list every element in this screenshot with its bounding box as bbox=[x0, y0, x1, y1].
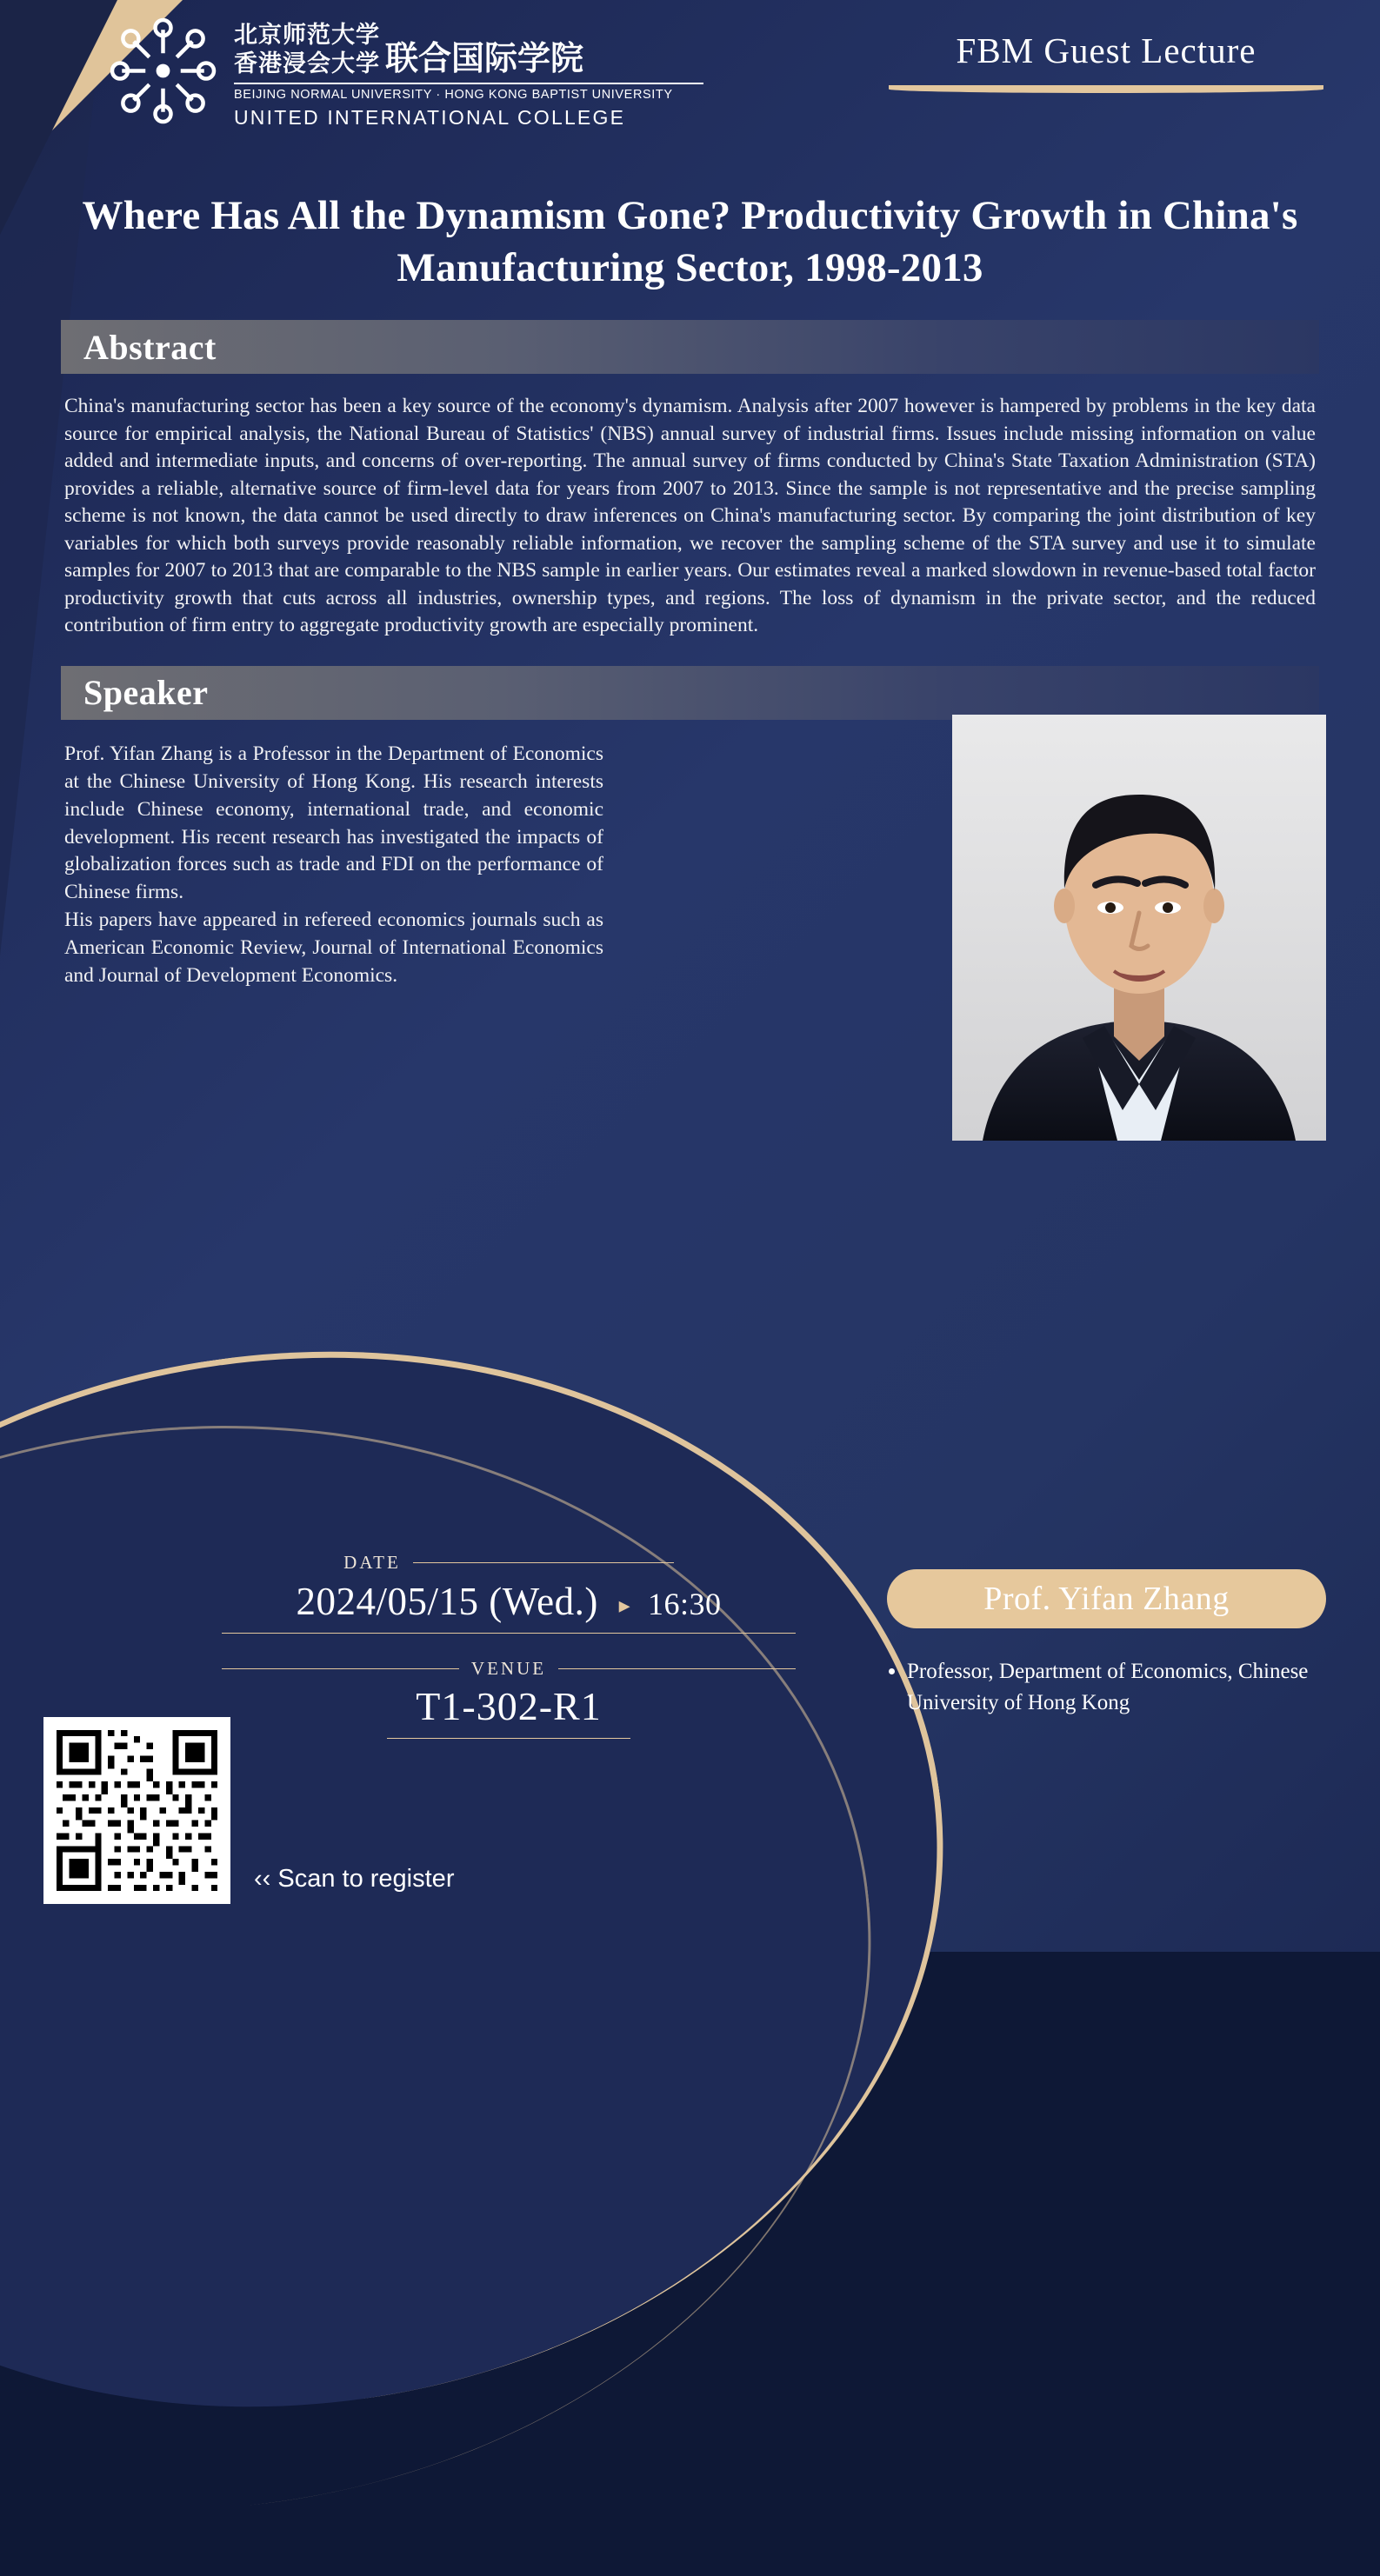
date-value: 2024/05/15 (Wed.) bbox=[296, 1580, 598, 1623]
date-underline bbox=[222, 1633, 796, 1634]
abstract-heading: Abstract bbox=[83, 327, 217, 367]
venue-label-row bbox=[222, 1658, 796, 1680]
venue-underline bbox=[387, 1738, 630, 1739]
speaker-portrait-image bbox=[952, 715, 1326, 1141]
speaker-bio bbox=[64, 741, 603, 991]
uic-logo-chinese-big: 联合国际学院 bbox=[385, 40, 584, 77]
guest-lecture-label: FBM Guest Lecture bbox=[956, 30, 1257, 70]
speaker-name-badge bbox=[887, 1569, 1326, 1628]
qr-code-image[interactable] bbox=[43, 1717, 230, 1904]
speaker-section-header bbox=[61, 666, 1319, 720]
date-label-rule bbox=[413, 1562, 674, 1563]
poster-content bbox=[0, 0, 1380, 990]
play-triangle-icon: ▸ bbox=[618, 1592, 631, 1618]
venue-value: T1-302-R1 bbox=[416, 1684, 602, 1728]
uic-logo-chinese-lines: 北京师范大学 香港浸会大学 bbox=[234, 22, 380, 77]
speaker-affiliation-list bbox=[884, 1656, 1345, 1720]
guest-lecture-badge bbox=[889, 30, 1323, 93]
date-label: DATE bbox=[343, 1552, 401, 1573]
venue-label: VENUE bbox=[470, 1658, 547, 1679]
uic-logo bbox=[104, 12, 703, 130]
speaker-name: Prof. Yifan Zhang bbox=[983, 1581, 1230, 1617]
uic-logo-english-2: UNITED INTERNATIONAL COLLEGE bbox=[234, 105, 626, 129]
venue-label-rule-left bbox=[222, 1668, 459, 1669]
date-value-row bbox=[222, 1579, 796, 1624]
guest-lecture-underline bbox=[889, 85, 1323, 93]
poster-header bbox=[0, 0, 1380, 174]
speaker-bio-paragraph-2: His papers have appeared in refereed economics journals such as American Economic Review, Journal of International Economics and Journal of Development Economics. bbox=[64, 909, 603, 988]
speaker-section bbox=[0, 741, 1380, 991]
scan-to-register-label: ‹‹ Scan to register bbox=[254, 1865, 455, 1893]
time-value: 16:30 bbox=[647, 1587, 722, 1621]
uic-logo-icon bbox=[104, 12, 222, 130]
venue-block bbox=[222, 1658, 796, 1739]
list-item: • Professor, Department of Economics, Chinese University of Hong Kong bbox=[907, 1656, 1345, 1720]
abstract-section-header bbox=[61, 320, 1319, 374]
speaker-heading: Speaker bbox=[83, 673, 209, 713]
event-details bbox=[222, 1552, 796, 1739]
speaker-bio-paragraph-1: Prof. Yifan Zhang is a Professor in the Department of Economics at the Chinese University of Hong Kong. His research interests include Chinese economy, international trade, and economic development. His recent research has investigated the impacts of globalization forces such as trade and FDI on the performance of Chinese firms. bbox=[64, 742, 603, 904]
uic-logo-english-1: BEIJING NORMAL UNIVERSITY · HONG KONG BAPTIST UNIVERSITY bbox=[234, 87, 673, 102]
logo-divider bbox=[234, 83, 703, 84]
page-title: Where Has All the Dynamism Gone? Productivity Growth in China's Manufacturing Sector, 1998-2013 bbox=[82, 193, 1298, 291]
venue-label-rule-right bbox=[558, 1668, 796, 1669]
qr-code[interactable] bbox=[43, 1717, 230, 1904]
date-label-row bbox=[222, 1552, 796, 1574]
speaker-photo bbox=[952, 715, 1326, 1141]
abstract-body: China's manufacturing sector has been a key source of the economy's dynamism. Analysis after 2007 however is hampered by problems in the key data source for empirical analysis, the National Bureau of Statistics' (NBS) annual survey of industrial firms. Issues include missing information on value added and intermediate inputs, and concerns of over-reporting. The annual survey of firms conducted by China's State Taxation Administration (STA) provides a reliable, alternative source of firm-level data for years from 2007 to 2013. Since the sample is not representative and the precise sampling scheme is not known, the data cannot be used directly to draw inferences on China's manufacturing sector. By comparing the joint distribution of key variables for which both surveys provide reasonably reliable information, we recover the sampling scheme of the STA survey and use it to simulate samples for 2007 to 2013 that are comparable to the NBS sample in earlier years. Our estimates reveal a marked slowdown in revenue-based total factor productivity growth that cuts across all industries, ownership types, and regions. The loss of dynamism in the private sector, and the reduced contribution of firm entry to aggregate productivity growth are especially prominent. bbox=[64, 395, 1316, 637]
uic-logo-text bbox=[234, 12, 703, 130]
